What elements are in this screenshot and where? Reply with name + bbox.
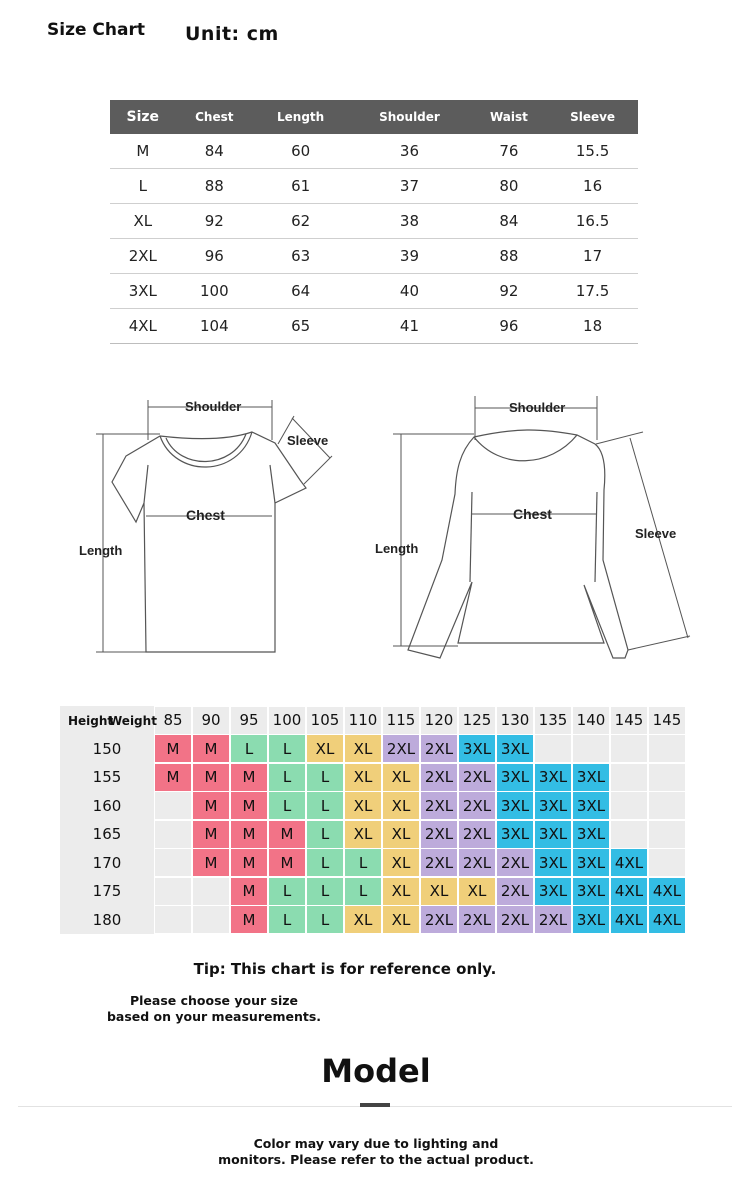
size-table bbox=[110, 100, 638, 344]
measurement-cell: 16 bbox=[547, 169, 638, 204]
size-recommend-cell: 2XL bbox=[497, 878, 534, 905]
size-recommend-cell: 3XL bbox=[573, 878, 610, 905]
size-recommend-cell: L bbox=[307, 792, 344, 819]
size-recommend-cell: L bbox=[231, 735, 268, 762]
size-table-row bbox=[110, 204, 638, 239]
size-recommend-cell: 2XL bbox=[459, 849, 496, 876]
measurement-cell: 104 bbox=[176, 309, 253, 344]
col-header-length: Length bbox=[253, 100, 348, 134]
size-recommend-cell: 2XL bbox=[421, 764, 458, 791]
grid-header-row bbox=[60, 706, 686, 735]
measurement-cell: 18 bbox=[547, 309, 638, 344]
weight-header-cell: 125 bbox=[459, 707, 496, 734]
weight-header-cell: 85 bbox=[155, 707, 192, 734]
empty-cell bbox=[649, 792, 686, 819]
size-recommend-cell: 2XL bbox=[421, 849, 458, 876]
size-recommend-cell: XL bbox=[421, 878, 458, 905]
grid-corner-cell bbox=[60, 706, 157, 735]
size-table-row bbox=[110, 309, 638, 344]
size-recommend-cell: 2XL bbox=[421, 821, 458, 848]
size-recommend-cell: L bbox=[345, 849, 382, 876]
size-recommend-cell: 3XL bbox=[573, 849, 610, 876]
size-recommend-cell: 3XL bbox=[497, 735, 534, 762]
color-note-line: monitors. Please refer to the actual product. bbox=[218, 1152, 534, 1167]
size-recommend-cell: L bbox=[269, 878, 306, 905]
size-recommend-cell: M bbox=[155, 735, 192, 762]
size-recommend-cell: M bbox=[231, 849, 268, 876]
size-recommend-cell: L bbox=[269, 764, 306, 791]
size-recommend-cell: XL bbox=[307, 735, 344, 762]
measurement-cell: 96 bbox=[176, 239, 253, 274]
size-recommend-cell: M bbox=[231, 792, 268, 819]
size-recommend-cell: 3XL bbox=[535, 764, 572, 791]
size-recommend-cell: M bbox=[231, 878, 268, 905]
measurement-cell: 17 bbox=[547, 239, 638, 274]
longsleeve-sleeve-label: Sleeve bbox=[635, 526, 677, 541]
size-recommend-cell: L bbox=[307, 849, 344, 876]
col-header-chest: Chest bbox=[176, 100, 253, 134]
size-recommend-cell: L bbox=[307, 821, 344, 848]
size-recommend-cell: 3XL bbox=[573, 764, 610, 791]
tshirt-chest-label: Chest bbox=[186, 507, 225, 523]
model-heading: Model bbox=[321, 1052, 431, 1090]
size-cell: L bbox=[110, 169, 176, 204]
measurement-cell: 37 bbox=[348, 169, 471, 204]
weight-header-cell: 145 bbox=[649, 707, 686, 734]
unit-label: Unit: cm bbox=[185, 23, 279, 45]
size-recommend-cell: XL bbox=[345, 906, 382, 933]
size-recommend-cell: 4XL bbox=[611, 906, 648, 933]
weight-header-cell: 135 bbox=[535, 707, 572, 734]
size-recommend-cell: XL bbox=[345, 821, 382, 848]
size-recommend-cell: M bbox=[193, 792, 230, 819]
size-cell: XL bbox=[110, 204, 176, 239]
size-table-row bbox=[110, 169, 638, 204]
height-header-cell: 170 bbox=[60, 849, 154, 878]
col-header-sleeve: Sleeve bbox=[547, 100, 638, 134]
longsleeve-outline bbox=[408, 430, 628, 658]
size-recommend-cell: M bbox=[231, 821, 268, 848]
longsleeve-chest-label: Chest bbox=[513, 506, 552, 522]
measurement-cell: 96 bbox=[471, 309, 547, 344]
size-recommend-cell: 2XL bbox=[421, 735, 458, 762]
grid-row bbox=[60, 735, 686, 764]
size-recommend-cell: 2XL bbox=[383, 735, 420, 762]
size-recommend-cell: L bbox=[269, 792, 306, 819]
grid-row bbox=[60, 820, 686, 849]
size-recommend-cell: 2XL bbox=[459, 792, 496, 819]
size-recommend-cell: 3XL bbox=[535, 792, 572, 819]
measurement-cell: 40 bbox=[348, 274, 471, 309]
measurement-cell: 61 bbox=[253, 169, 348, 204]
size-recommend-cell: L bbox=[269, 735, 306, 762]
size-recommend-cell: XL bbox=[459, 878, 496, 905]
longsleeve-shoulder-label: Shoulder bbox=[509, 400, 566, 415]
size-recommend-cell: 2XL bbox=[497, 906, 534, 933]
size-recommend-cell: M bbox=[193, 764, 230, 791]
size-recommend-cell: 3XL bbox=[497, 821, 534, 848]
size-recommend-cell: 3XL bbox=[535, 878, 572, 905]
size-recommend-cell: 3XL bbox=[573, 906, 610, 933]
tshirt-shoulder-label: Shoulder bbox=[185, 399, 242, 414]
empty-cell bbox=[573, 735, 610, 762]
size-recommend-cell: XL bbox=[383, 764, 420, 791]
tshirt-diagram bbox=[70, 390, 340, 670]
size-recommendation-grid bbox=[60, 706, 686, 934]
size-recommend-cell: XL bbox=[345, 764, 382, 791]
measurement-cell: 15.5 bbox=[547, 134, 638, 169]
size-cell: 4XL bbox=[110, 309, 176, 344]
measurement-cell: 88 bbox=[471, 239, 547, 274]
model-underline bbox=[360, 1103, 390, 1107]
tip-text: Tip: This chart is for reference only. bbox=[193, 960, 497, 978]
measurement-cell: 80 bbox=[471, 169, 547, 204]
size-recommend-cell: L bbox=[307, 906, 344, 933]
size-recommend-cell: 2XL bbox=[421, 792, 458, 819]
size-recommend-cell: 3XL bbox=[573, 792, 610, 819]
size-recommend-cell: 2XL bbox=[459, 764, 496, 791]
empty-cell bbox=[611, 735, 648, 762]
size-recommend-cell: 4XL bbox=[611, 878, 648, 905]
empty-cell bbox=[649, 764, 686, 791]
tshirt-sleeve-label: Sleeve bbox=[287, 433, 329, 448]
empty-cell bbox=[649, 849, 686, 876]
weight-header-cell: 105 bbox=[307, 707, 344, 734]
measurement-cell: 64 bbox=[253, 274, 348, 309]
measurement-cell: 92 bbox=[176, 204, 253, 239]
weight-header-cell: 95 bbox=[231, 707, 268, 734]
measurement-cell: 60 bbox=[253, 134, 348, 169]
grid-row bbox=[60, 792, 686, 821]
height-header-cell: 160 bbox=[60, 792, 154, 821]
size-recommend-cell: 3XL bbox=[535, 821, 572, 848]
measurement-cell: 100 bbox=[176, 274, 253, 309]
weight-header-cell: 130 bbox=[497, 707, 534, 734]
color-note bbox=[180, 1136, 572, 1168]
weight-header-cell: 100 bbox=[269, 707, 306, 734]
choose-note bbox=[100, 993, 328, 1025]
size-recommend-cell: XL bbox=[345, 792, 382, 819]
size-recommend-cell: M bbox=[269, 821, 306, 848]
measurement-cell: 63 bbox=[253, 239, 348, 274]
weight-header-cell: 120 bbox=[421, 707, 458, 734]
grid-row bbox=[60, 849, 686, 878]
empty-cell bbox=[193, 906, 230, 933]
size-recommend-cell: XL bbox=[383, 792, 420, 819]
empty-cell bbox=[649, 821, 686, 848]
size-table-row bbox=[110, 239, 638, 274]
size-recommend-cell: L bbox=[345, 878, 382, 905]
tshirt-outline bbox=[112, 432, 306, 652]
size-cell: 2XL bbox=[110, 239, 176, 274]
measurement-cell: 62 bbox=[253, 204, 348, 239]
size-recommend-cell: 3XL bbox=[497, 792, 534, 819]
weight-header-cell: 145 bbox=[611, 707, 648, 734]
color-note-line: Color may vary due to lighting and bbox=[253, 1136, 499, 1151]
size-recommend-cell: L bbox=[307, 878, 344, 905]
height-header-cell: 155 bbox=[60, 763, 154, 792]
empty-cell bbox=[155, 792, 192, 819]
longsleeve-diagram bbox=[370, 390, 700, 670]
empty-cell bbox=[611, 821, 648, 848]
page-title: Size Chart bbox=[47, 20, 145, 40]
grid-corner-height: Height bbox=[68, 714, 114, 728]
size-recommend-cell: L bbox=[307, 764, 344, 791]
empty-cell bbox=[155, 821, 192, 848]
col-header-size: Size bbox=[110, 100, 176, 134]
measurement-cell: 84 bbox=[471, 204, 547, 239]
empty-cell bbox=[611, 792, 648, 819]
size-recommend-cell: 4XL bbox=[649, 878, 686, 905]
size-recommend-cell: XL bbox=[383, 878, 420, 905]
empty-cell bbox=[155, 849, 192, 876]
grid-corner-weight: Weight bbox=[109, 714, 157, 728]
size-recommend-cell: 3XL bbox=[535, 849, 572, 876]
size-recommend-cell: M bbox=[269, 849, 306, 876]
col-header-shoulder: Shoulder bbox=[348, 100, 471, 134]
size-recommend-cell: 2XL bbox=[535, 906, 572, 933]
size-recommend-cell: 2XL bbox=[421, 906, 458, 933]
measurement-cell: 36 bbox=[348, 134, 471, 169]
height-header-cell: 165 bbox=[60, 820, 154, 849]
size-recommend-cell: M bbox=[193, 821, 230, 848]
size-recommend-cell: M bbox=[231, 906, 268, 933]
size-recommend-cell: XL bbox=[383, 906, 420, 933]
size-table-header bbox=[110, 100, 638, 134]
size-recommend-cell: 4XL bbox=[611, 849, 648, 876]
size-table-row bbox=[110, 134, 638, 169]
size-recommend-cell: 2XL bbox=[459, 906, 496, 933]
size-recommend-cell: M bbox=[155, 764, 192, 791]
weight-header-cell: 110 bbox=[345, 707, 382, 734]
size-recommend-cell: XL bbox=[345, 735, 382, 762]
longsleeve-length-label: Length bbox=[375, 541, 419, 556]
measurement-cell: 76 bbox=[471, 134, 547, 169]
empty-cell bbox=[649, 735, 686, 762]
col-header-waist: Waist bbox=[471, 100, 547, 134]
measurement-cell: 16.5 bbox=[547, 204, 638, 239]
size-cell: M bbox=[110, 134, 176, 169]
weight-header-cell: 90 bbox=[193, 707, 230, 734]
empty-cell bbox=[155, 906, 192, 933]
empty-cell bbox=[611, 764, 648, 791]
choose-note-line: Please choose your size bbox=[129, 993, 298, 1008]
size-recommend-cell: 4XL bbox=[649, 906, 686, 933]
measurement-cell: 17.5 bbox=[547, 274, 638, 309]
grid-row bbox=[60, 906, 686, 935]
empty-cell bbox=[535, 735, 572, 762]
measurement-cell: 65 bbox=[253, 309, 348, 344]
size-recommend-cell: XL bbox=[383, 849, 420, 876]
measurement-cell: 41 bbox=[348, 309, 471, 344]
grid-row bbox=[60, 763, 686, 792]
height-header-cell: 150 bbox=[60, 735, 154, 764]
size-cell: 3XL bbox=[110, 274, 176, 309]
size-recommend-cell: 3XL bbox=[459, 735, 496, 762]
grid-row bbox=[60, 877, 686, 906]
measurement-cell: 84 bbox=[176, 134, 253, 169]
size-recommend-cell: 2XL bbox=[497, 849, 534, 876]
size-recommend-cell: M bbox=[193, 849, 230, 876]
choose-note-line: based on your measurements. bbox=[106, 1009, 322, 1024]
size-table-row bbox=[110, 274, 638, 309]
tshirt-length-label: Length bbox=[79, 543, 123, 558]
size-recommend-cell: 3XL bbox=[573, 821, 610, 848]
size-recommend-cell: XL bbox=[383, 821, 420, 848]
size-recommend-cell: 2XL bbox=[459, 821, 496, 848]
measurement-cell: 88 bbox=[176, 169, 253, 204]
size-recommend-cell: L bbox=[269, 906, 306, 933]
measurement-cell: 39 bbox=[348, 239, 471, 274]
size-recommend-cell: 3XL bbox=[497, 764, 534, 791]
weight-header-cell: 140 bbox=[573, 707, 610, 734]
height-header-cell: 175 bbox=[60, 877, 154, 906]
measurement-cell: 92 bbox=[471, 274, 547, 309]
empty-cell bbox=[193, 878, 230, 905]
size-recommend-cell: M bbox=[193, 735, 230, 762]
weight-header-cell: 115 bbox=[383, 707, 420, 734]
height-header-cell: 180 bbox=[60, 906, 154, 935]
size-recommend-cell: M bbox=[231, 764, 268, 791]
empty-cell bbox=[155, 878, 192, 905]
measurement-cell: 38 bbox=[348, 204, 471, 239]
